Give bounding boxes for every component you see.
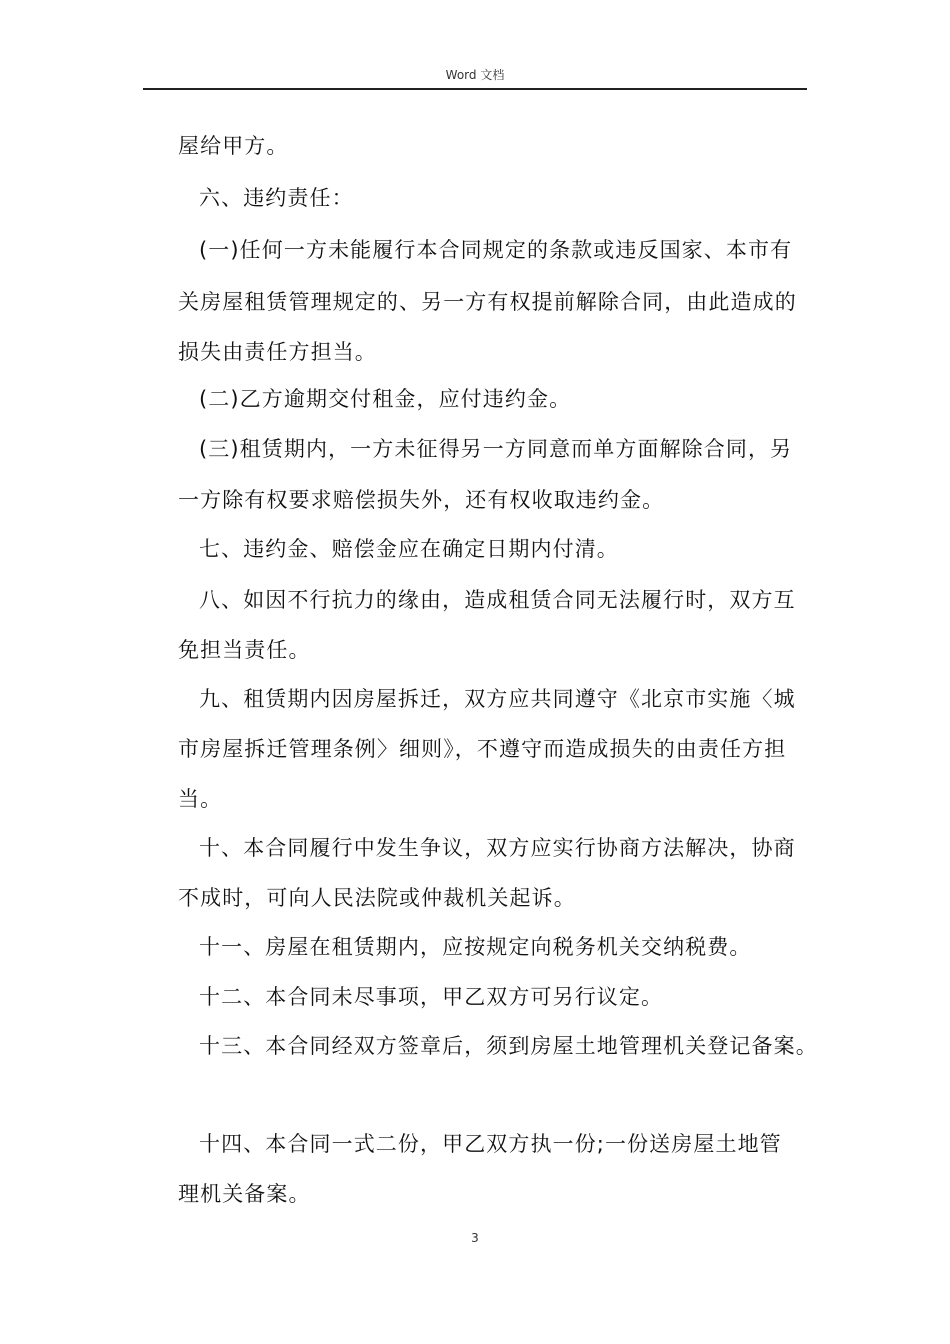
text-line: 免担当责任。 [178,638,311,662]
text-line: 不成时，可向人民法院或仲裁机关起诉。 [178,886,576,910]
text-line: 七、违约金、赔偿金应在确定日期内付清。 [199,537,619,561]
text-line: 市房屋拆迁管理条例〉细则》，不遵守而造成损失的由责任方担 [178,737,787,761]
text-line: 十二、本合同未尽事项，甲乙双方可另行议定。 [199,985,664,1009]
text-line: (一)任何一方未能履行本合同规定的条款或违反国家、本市有 [199,238,793,262]
text-line: 九、租赁期内因房屋拆迁，双方应共同遵守《北京市实施〈城 [199,687,796,711]
text-line: 十三、本合同经双方签章后，须到房屋土地管理机关登记备案。 [199,1034,818,1058]
page-header [143,66,807,90]
text-line: 十、本合同履行中发生争议，双方应实行协商方法解决，协商 [199,836,796,860]
text-line: 屋给甲方。 [178,134,289,158]
page-number: 3 [471,1231,479,1245]
text-line: 当。 [178,787,223,811]
text-line: 六、违约责任： [199,186,354,210]
header-title: Word 文档 [445,68,505,82]
text-line: (三)租赁期内，一方未征得另一方同意而单方面解除合同，另 [199,437,793,461]
text-line: 一方除有权要求赔偿损失外，还有权收取违约金。 [178,488,665,512]
text-line: 理机关备案。 [178,1182,311,1206]
text-line: 八、如因不行抗力的缘由，造成租赁合同无法履行时，双方互 [199,588,796,612]
text-line: (二)乙方逾期交付租金，应付违约金。 [199,387,572,411]
text-line: 十四、本合同一式二份，甲乙双方执一份;一份送房屋土地管 [199,1132,782,1156]
text-line: 十一、房屋在租赁期内，应按规定向税务机关交纳税费。 [199,935,752,959]
text-line: 损失由责任方担当。 [178,340,377,364]
text-line: 关房屋租赁管理规定的、另一方有权提前解除合同，由此造成的 [178,290,797,314]
